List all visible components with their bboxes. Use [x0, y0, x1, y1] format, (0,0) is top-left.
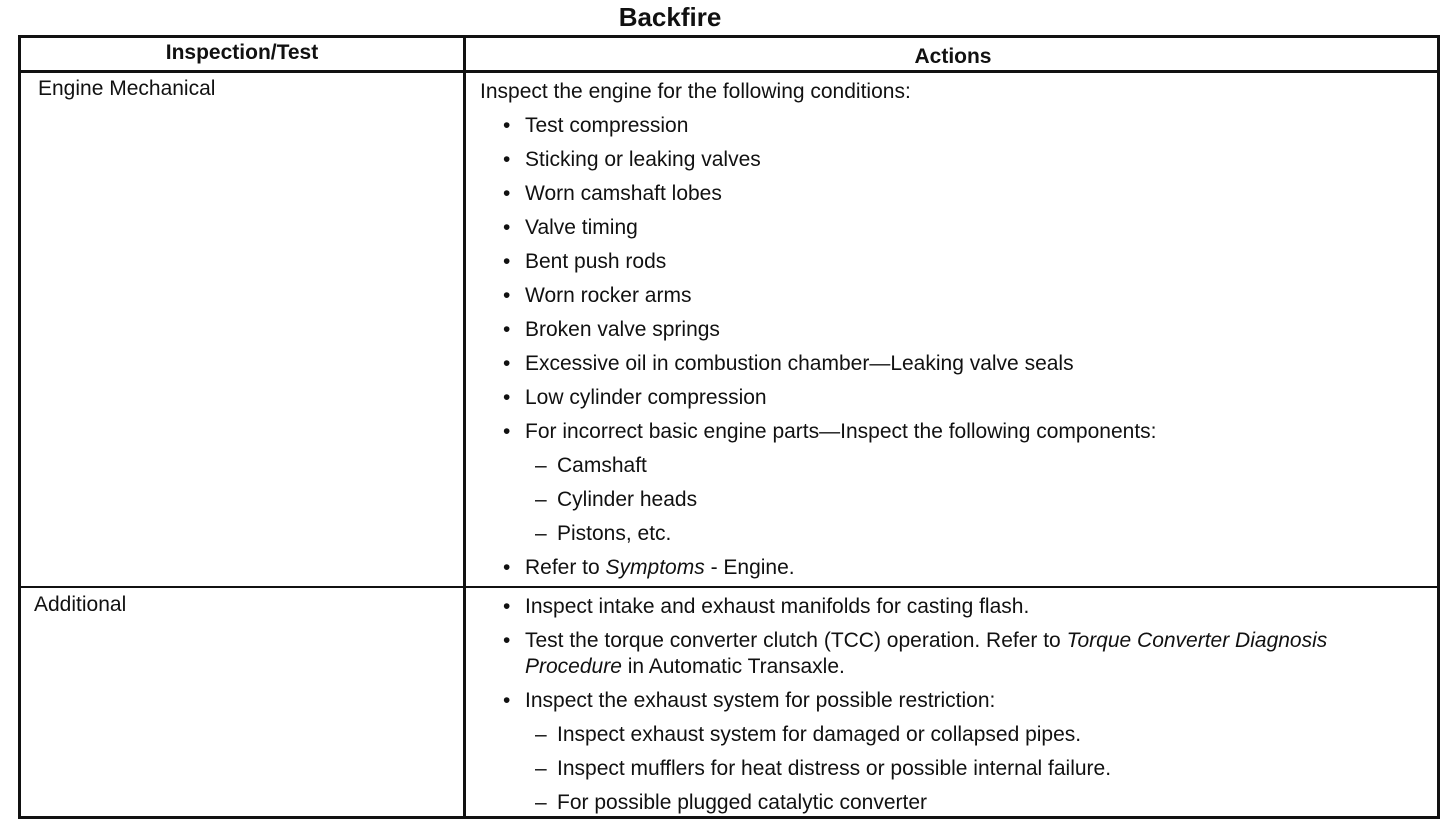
list-item: • Bent push rods: [503, 250, 667, 273]
header-divider: [18, 70, 1440, 73]
bullet-icon: •: [503, 352, 511, 375]
list-item: • Worn camshaft lobes: [503, 182, 722, 205]
actions-engine-mechanical: [480, 79, 1420, 589]
actions-additional: [480, 594, 1420, 824]
bullet-icon: •: [503, 318, 511, 341]
sub-list-item: – Inspect mufflers for heat distress or possible internal failure.: [535, 757, 1112, 780]
page-title: Backfire: [618, 2, 722, 32]
bullet-icon: •: [503, 556, 511, 579]
list-item: • Worn rocker arms: [503, 284, 692, 307]
bullet-icon: •: [503, 114, 511, 137]
list-item: • Refer to Symptoms - Engine.: [503, 556, 795, 579]
dash-icon: –: [535, 522, 547, 545]
dash-icon: –: [535, 723, 547, 746]
list-item: • Test compression: [503, 114, 689, 137]
list-item: • Inspect intake and exhaust manifolds for casting flash.: [503, 595, 1030, 618]
bullet-icon: •: [503, 284, 511, 307]
bullet-icon: •: [503, 420, 511, 443]
sub-list-item: – For possible plugged catalytic converter: [535, 791, 928, 814]
list-item: • Excessive oil in combustion chamber—Leaking valve seals: [503, 352, 1074, 375]
bullet-icon: •: [503, 629, 511, 652]
bullet-icon: •: [503, 250, 511, 273]
list-item: • For incorrect basic engine parts—Inspect the following components:: [503, 420, 1157, 443]
bullet-icon: •: [503, 148, 511, 171]
bullet-icon: •: [503, 386, 511, 409]
dash-icon: –: [535, 791, 547, 814]
sub-list-item: – Cylinder heads: [535, 488, 698, 511]
bullet-icon: •: [503, 216, 511, 239]
bullet-icon: •: [503, 182, 511, 205]
list-item: • Inspect the exhaust system for possible restriction:: [503, 689, 996, 712]
list-item: • Valve timing: [503, 216, 638, 239]
reference-title: Torque Converter Diagnosis Procedure: [525, 629, 1328, 678]
column-divider: [463, 35, 466, 819]
bullet-icon: •: [503, 689, 511, 712]
dash-icon: –: [535, 488, 547, 511]
dash-icon: –: [535, 757, 547, 780]
list-item: • Test the torque converter clutch (TCC) operation. Refer to Torque Converter Diagnosis Procedure in Automatic Transaxle.: [503, 629, 1328, 678]
sub-list-item: – Camshaft: [535, 454, 647, 477]
list-item: • Low cylinder compression: [503, 386, 767, 409]
actions-intro: Inspect the engine for the following conditions:: [480, 80, 911, 103]
header-actions: Actions: [914, 45, 992, 68]
row-label-engine-mechanical: Engine Mechanical: [38, 77, 216, 100]
header-inspection-test: Inspection/Test: [165, 41, 319, 64]
dash-icon: –: [535, 454, 547, 477]
list-item: • Broken valve springs: [503, 318, 720, 341]
row-label-additional: Additional: [34, 593, 127, 616]
reference-title: Symptoms: [605, 556, 705, 579]
list-item: • Sticking or leaking valves: [503, 148, 761, 171]
sub-list-item: – Inspect exhaust system for damaged or collapsed pipes.: [535, 723, 1082, 746]
sub-list-item: – Pistons, etc.: [535, 522, 672, 545]
bullet-icon: •: [503, 595, 511, 618]
